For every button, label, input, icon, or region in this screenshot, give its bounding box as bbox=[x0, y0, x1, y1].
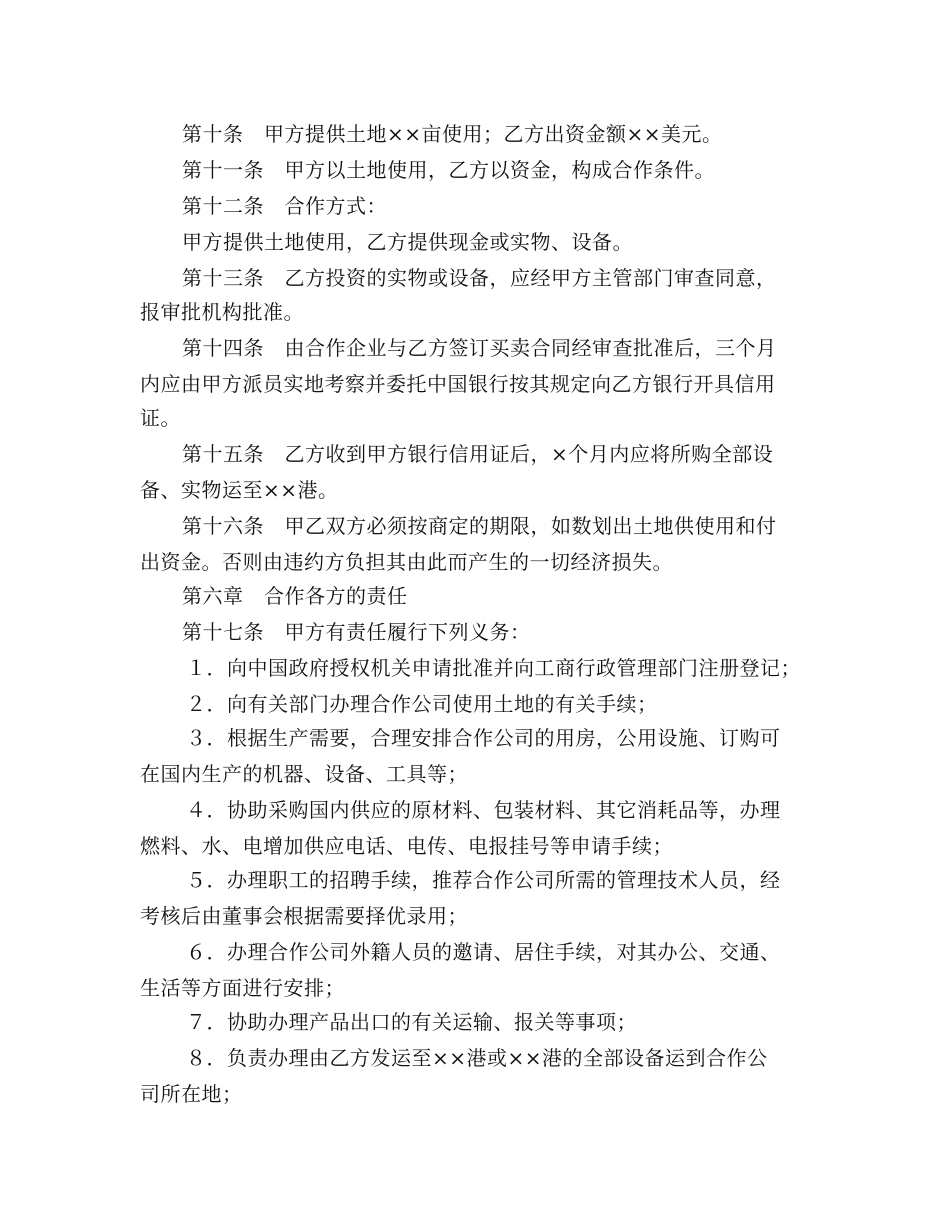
article-12-line: 第十二条 合作方式： bbox=[182, 194, 387, 218]
duty-7-line: ７．协助办理产品出口的有关运输、报关等事项； bbox=[186, 1010, 637, 1034]
article-14-line-3: 证。 bbox=[140, 406, 181, 430]
duty-3-line-1: ３．根据生产需要，合理安排合作公司的用房，公用设施、订购可 bbox=[186, 726, 781, 750]
duty-4-line-2: 燃料、水、电增加供应电话、电传、电报挂号等申请手续； bbox=[140, 834, 673, 858]
article-16-line-1: 第十六条 甲乙双方必须按商定的期限，如数划出土地供使用和付 bbox=[182, 514, 777, 538]
article-15-line-2: 备、实物运至××港。 bbox=[140, 478, 339, 502]
article-14-line-2: 内应由甲方派员实地考察并委托中国银行按其规定向乙方银行开具信用 bbox=[140, 372, 776, 396]
duty-1-line: １．向中国政府授权机关申请批准并向工商行政管理部门注册登记； bbox=[186, 656, 801, 680]
duty-8-line-1: ８．负责办理由乙方发运至××港或××港的全部设备运到合作公 bbox=[186, 1046, 768, 1070]
duty-6-line-1: ６．办理合作公司外籍人员的邀请、居住手续，对其办公、交通、 bbox=[186, 940, 781, 964]
article-16-line-2: 出资金。否则由违约方负担其由此而产生的一切经济损失。 bbox=[140, 550, 673, 574]
duty-5-line-2: 考核后由董事会根据需要择优录用； bbox=[140, 904, 468, 928]
article-11-line: 第十一条 甲方以土地使用，乙方以资金，构成合作条件。 bbox=[182, 158, 715, 182]
duty-3-line-2: 在国内生产的机器、设备、工具等； bbox=[140, 762, 468, 786]
article-10-line: 第十条 甲方提供土地××亩使用；乙方出资金额××美元。 bbox=[182, 122, 723, 146]
duty-8-line-2: 司所在地； bbox=[140, 1082, 243, 1106]
chapter-6-heading: 第六章 合作各方的责任 bbox=[182, 584, 408, 608]
duty-6-line-2: 生活等方面进行安排； bbox=[140, 976, 345, 1000]
article-14-line-1: 第十四条 由合作企业与乙方签订买卖合同经审查批准后，三个月 bbox=[182, 336, 777, 360]
article-13-line-1: 第十三条 乙方投资的实物或设备，应经甲方主管部门审查同意， bbox=[182, 266, 777, 290]
article-15-line-1: 第十五条 乙方收到甲方银行信用证后，×个月内应将所购全部设 bbox=[182, 442, 774, 466]
duty-5-line-1: ５．办理职工的招聘手续，推荐合作公司所需的管理技术人员，经 bbox=[186, 868, 781, 892]
cooperation-mode-line: 甲方提供土地使用，乙方提供现金或实物、设备。 bbox=[182, 230, 633, 254]
article-17-line: 第十七条 甲方有责任履行下列义务： bbox=[182, 620, 531, 644]
article-13-line-2: 报审批机构批准。 bbox=[140, 300, 304, 324]
duty-4-line-1: ４．协助采购国内供应的原材料、包装材料、其它消耗品等，办理 bbox=[186, 798, 781, 822]
duty-2-line: ２．向有关部门办理合作公司使用土地的有关手续； bbox=[186, 692, 658, 716]
